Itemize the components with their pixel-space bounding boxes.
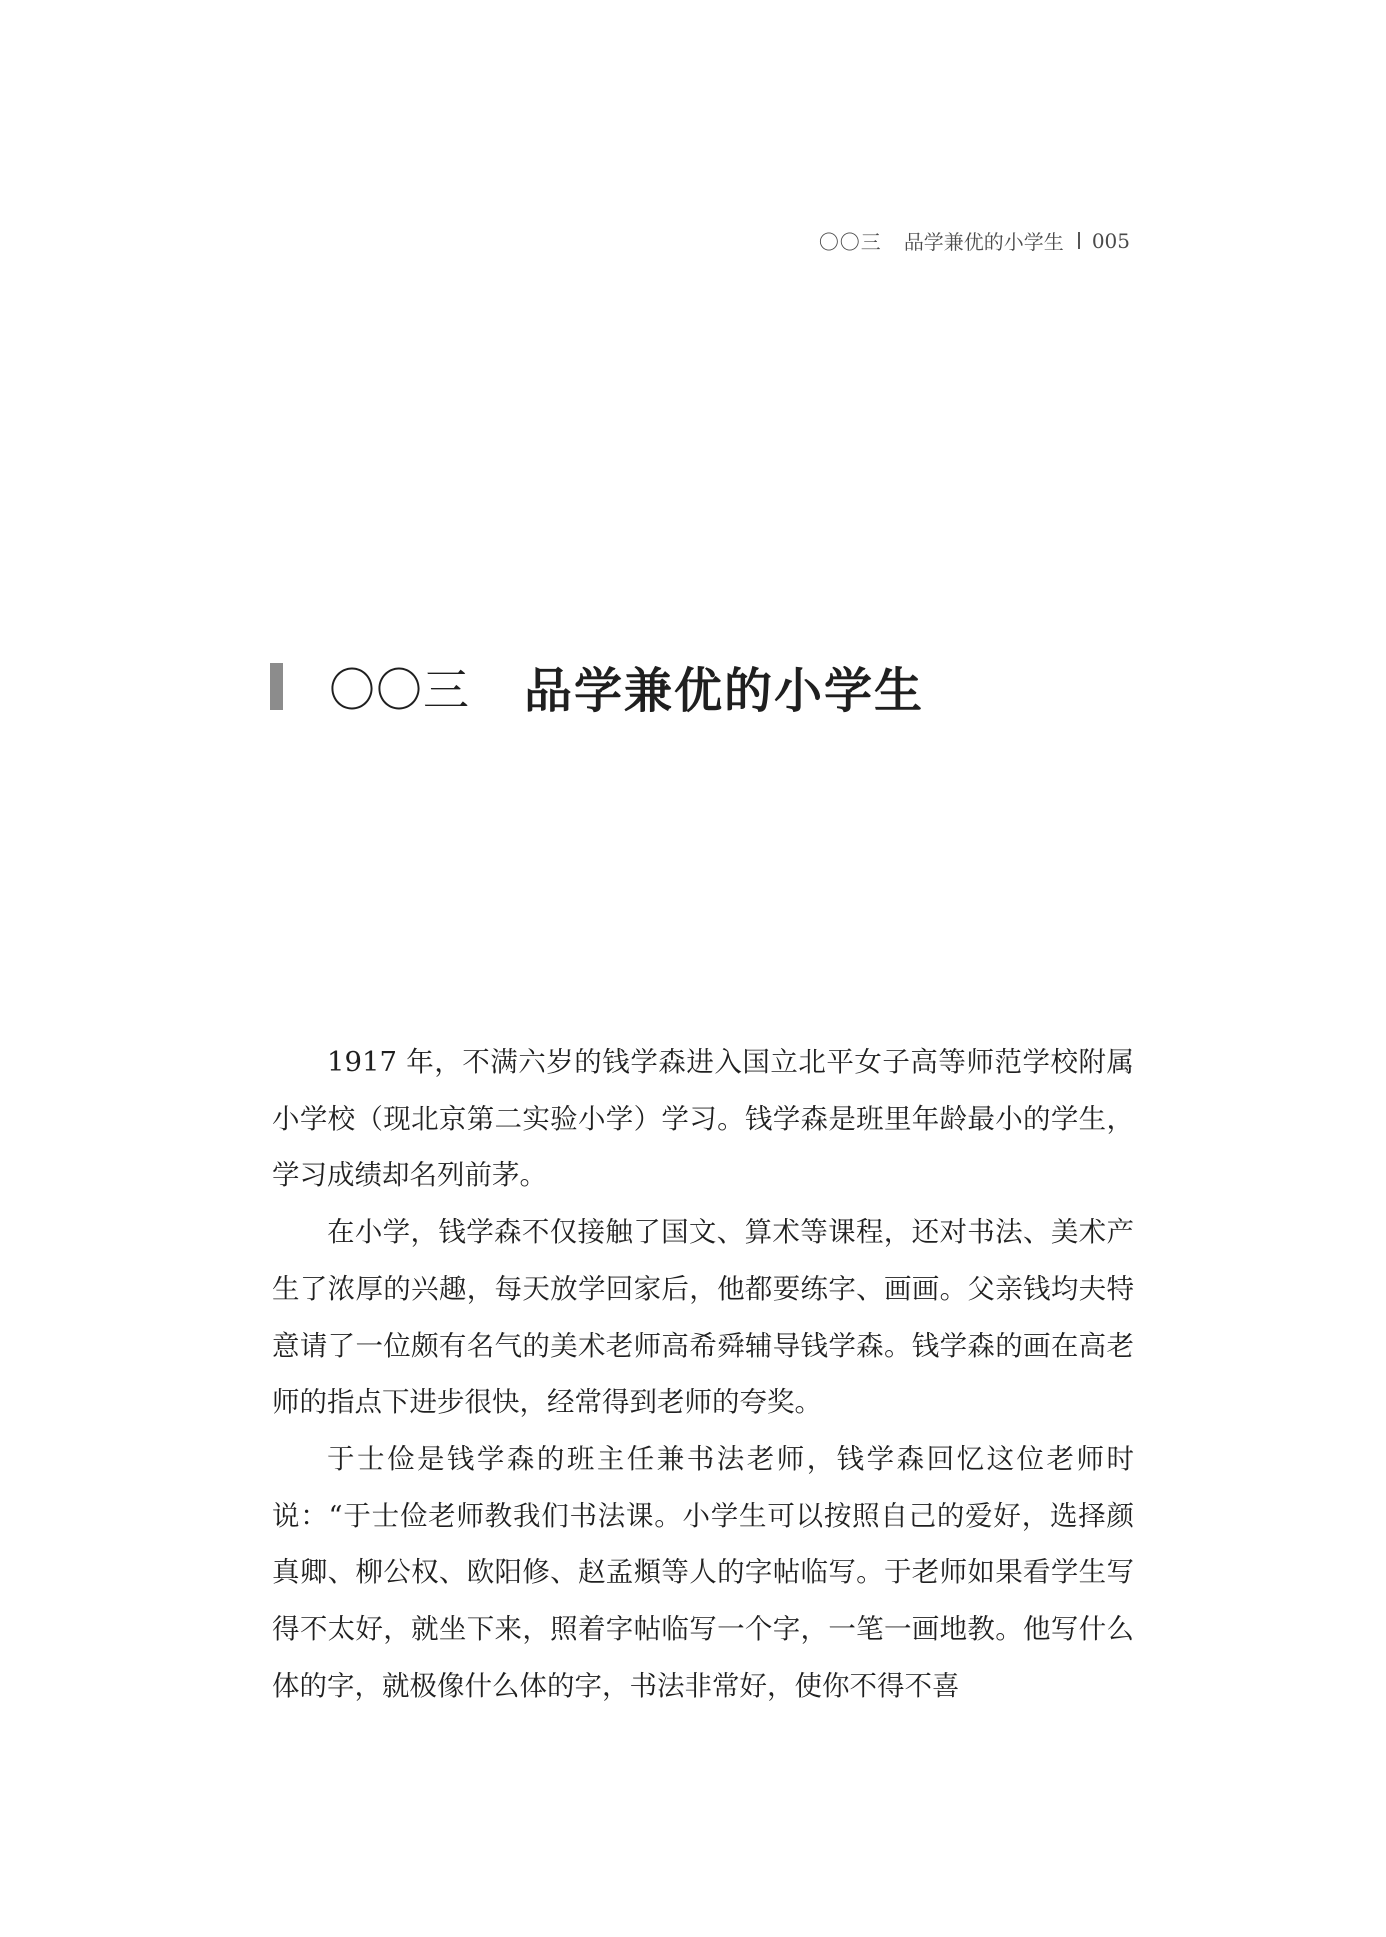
chapter-heading-bar [270,663,283,710]
body-text [272,1034,1134,1714]
header-separator [1078,232,1080,249]
chapter-number: 〇〇三 [329,662,470,717]
paragraph: 在小学，钱学森不仅接触了国文、算术等课程，还对书法、美术产生了浓厚的兴趣，每天放学回家后，他都要练字、画画。父亲钱均夫特意请了一位颇有名气的美术老师高希舜辅导钱学森。钱学森的画在高老师的指点下进步很快，经常得到老师的夸奖。 [272,1216,1134,1419]
paragraph: 于士俭是钱学森的班主任兼书法老师，钱学森回忆这位老师时说：“于士俭老师教我们书法课。小学生可以按照自己的爱好，选择颜真卿、柳公权、欧阳修、赵孟頫等人的字帖临写。于老师如果看学生写得不太好，就坐下来，照着字帖临写一个字，一笔一画地教。他写什么体的字，就极像什么体的字，书法非常好，使你不得不喜 [272,1442,1134,1702]
paragraph: 1917 年，不满六岁的钱学森进入国立北平女子高等师范学校附属小学校（现北京第二实验小学）学习。钱学森是班里年龄最小的学生，学习成绩却名列前茅。 [272,1046,1134,1192]
running-header-chapter-title: 品学兼优的小学生 [903,230,1064,254]
running-header-chapter-number: 〇〇三 [818,230,882,254]
chapter-heading [270,652,924,721]
running-header [819,226,1130,255]
page-number: 005 [1091,228,1130,253]
chapter-title: 品学兼优的小学生 [524,663,925,719]
